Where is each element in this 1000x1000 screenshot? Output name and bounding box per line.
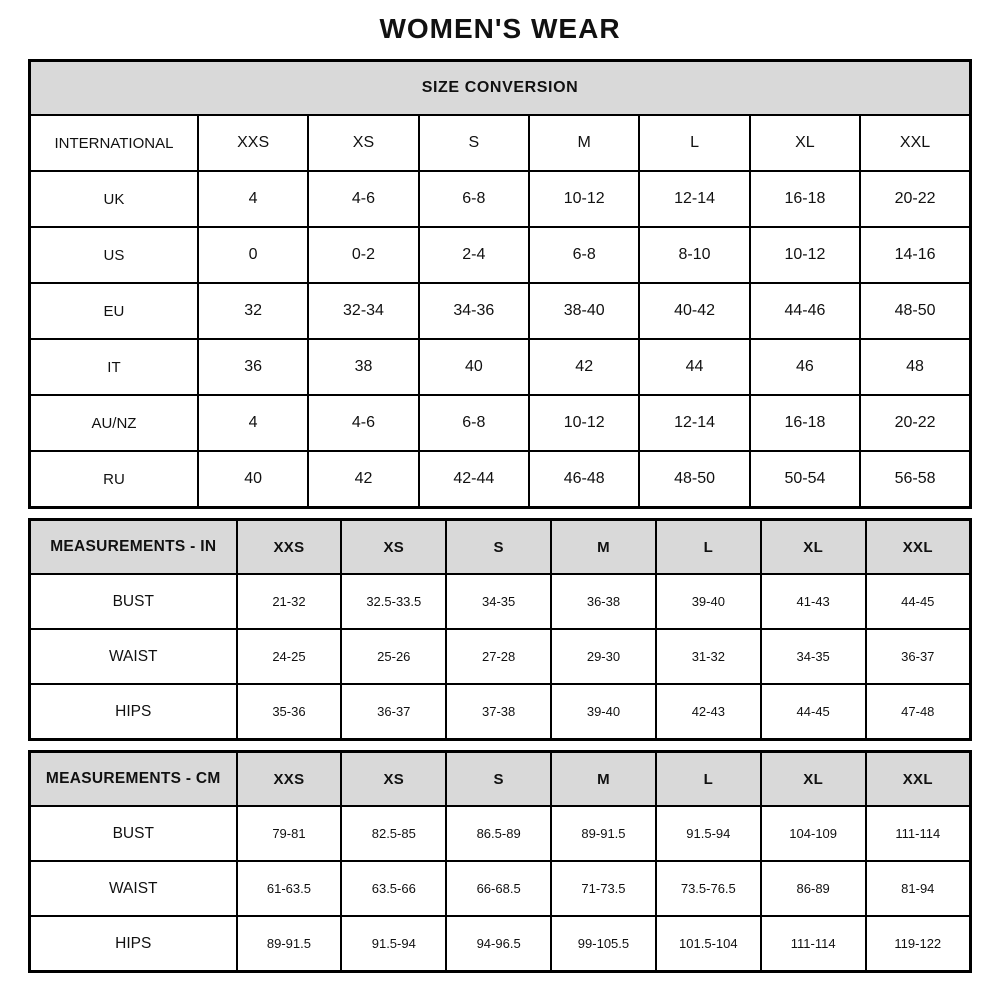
row-label-ru: RU (30, 451, 198, 508)
cell: 119-122 (866, 916, 971, 972)
cell: 14-16 (860, 227, 970, 283)
column-header-l: L (656, 752, 761, 807)
cell: 82.5-85 (341, 806, 446, 861)
cell: 40-42 (639, 283, 749, 339)
measurements-in-table (28, 518, 972, 741)
cell: 37-38 (446, 684, 551, 740)
cell: 16-18 (750, 171, 860, 227)
table-row-waist-in (30, 629, 971, 684)
cell: 32.5-33.5 (341, 574, 446, 629)
cell: 36-37 (866, 629, 971, 684)
column-header-international: INTERNATIONAL (30, 115, 198, 171)
cell: 46-48 (529, 451, 639, 508)
cell: 38 (308, 339, 418, 395)
column-header-xxs: XXS (237, 752, 342, 807)
cell: 32 (198, 283, 308, 339)
cell: 91.5-94 (341, 916, 446, 972)
column-header-xxs: XXS (198, 115, 308, 171)
cell: 86-89 (761, 861, 866, 916)
measurements-cm-title: MEASUREMENTS - CM (30, 752, 237, 807)
cell: 10-12 (529, 171, 639, 227)
page-title: WOMEN'S WEAR (379, 13, 621, 44)
cell: 91.5-94 (656, 806, 761, 861)
cell: 35-36 (237, 684, 342, 740)
cell: 10-12 (750, 227, 860, 283)
cell: 4-6 (308, 395, 418, 451)
column-header-xs: XS (308, 115, 418, 171)
cell: 29-30 (551, 629, 656, 684)
column-header-xl: XL (761, 520, 866, 575)
table-row-hips-cm (30, 916, 971, 972)
row-label-eu: EU (30, 283, 198, 339)
column-header-l: L (656, 520, 761, 575)
cell: 42-44 (419, 451, 529, 508)
cell: 6-8 (419, 395, 529, 451)
cell: 42 (308, 451, 418, 508)
column-header-l: L (639, 115, 749, 171)
cell: 36-38 (551, 574, 656, 629)
cell: 25-26 (341, 629, 446, 684)
cell: 6-8 (419, 171, 529, 227)
cell: 48-50 (639, 451, 749, 508)
cell: 66-68.5 (446, 861, 551, 916)
cell: 81-94 (866, 861, 971, 916)
cell: 44-45 (761, 684, 866, 740)
table-row-uk (30, 171, 971, 227)
cell: 20-22 (860, 171, 970, 227)
size-conversion-table (28, 59, 972, 509)
column-header-xs: XS (341, 520, 446, 575)
column-header-xxs: XXS (237, 520, 342, 575)
cell: 50-54 (750, 451, 860, 508)
table-row-eu (30, 283, 971, 339)
cell: 39-40 (656, 574, 761, 629)
cell: 40 (198, 451, 308, 508)
row-label-bust: BUST (30, 574, 237, 629)
column-header-s: S (446, 752, 551, 807)
row-label-waist: WAIST (30, 861, 237, 916)
cell: 16-18 (750, 395, 860, 451)
cell: 31-32 (656, 629, 761, 684)
cell: 34-35 (446, 574, 551, 629)
column-header-row (30, 115, 971, 171)
row-label-aunz: AU/NZ (30, 395, 198, 451)
cell: 32-34 (308, 283, 418, 339)
column-header-m: M (551, 752, 656, 807)
column-header-m: M (551, 520, 656, 575)
cell: 4 (198, 395, 308, 451)
table-row-ru (30, 451, 971, 508)
size-conversion-title: SIZE CONVERSION (30, 61, 971, 116)
cell: 44 (639, 339, 749, 395)
table-row-aunz (30, 395, 971, 451)
cell: 36-37 (341, 684, 446, 740)
cell: 101.5-104 (656, 916, 761, 972)
table-row-bust-in (30, 574, 971, 629)
cell: 34-35 (761, 629, 866, 684)
cell: 42 (529, 339, 639, 395)
column-header-xl: XL (750, 115, 860, 171)
cell: 48-50 (860, 283, 970, 339)
cell: 39-40 (551, 684, 656, 740)
cell: 41-43 (761, 574, 866, 629)
table-row-us (30, 227, 971, 283)
cell: 24-25 (237, 629, 342, 684)
cell: 86.5-89 (446, 806, 551, 861)
measurements-cm-header-row (30, 752, 971, 807)
cell: 111-114 (761, 916, 866, 972)
table-row-it (30, 339, 971, 395)
row-label-us: US (30, 227, 198, 283)
cell: 94-96.5 (446, 916, 551, 972)
cell: 0 (198, 227, 308, 283)
cell: 111-114 (866, 806, 971, 861)
table-row-hips-in (30, 684, 971, 740)
cell: 42-43 (656, 684, 761, 740)
cell: 61-63.5 (237, 861, 342, 916)
cell: 21-32 (237, 574, 342, 629)
table-row-waist-cm (30, 861, 971, 916)
cell: 4-6 (308, 171, 418, 227)
column-header-xs: XS (341, 752, 446, 807)
cell: 34-36 (419, 283, 529, 339)
cell: 44-46 (750, 283, 860, 339)
measurements-in-title: MEASUREMENTS - IN (30, 520, 237, 575)
cell: 27-28 (446, 629, 551, 684)
measurements-in-header-row (30, 520, 971, 575)
cell: 89-91.5 (237, 916, 342, 972)
cell: 6-8 (529, 227, 639, 283)
cell: 48 (860, 339, 970, 395)
cell: 63.5-66 (341, 861, 446, 916)
column-header-xxl: XXL (866, 520, 971, 575)
row-label-uk: UK (30, 171, 198, 227)
cell: 38-40 (529, 283, 639, 339)
cell: 46 (750, 339, 860, 395)
cell: 104-109 (761, 806, 866, 861)
column-header-xl: XL (761, 752, 866, 807)
column-header-xxl: XXL (860, 115, 970, 171)
cell: 71-73.5 (551, 861, 656, 916)
table-row-bust-cm (30, 806, 971, 861)
cell: 73.5-76.5 (656, 861, 761, 916)
measurements-cm-table (28, 750, 972, 973)
cell: 12-14 (639, 395, 749, 451)
cell: 2-4 (419, 227, 529, 283)
cell: 4 (198, 171, 308, 227)
column-header-xxl: XXL (866, 752, 971, 807)
table-header-band-row (30, 61, 971, 116)
cell: 8-10 (639, 227, 749, 283)
column-header-s: S (446, 520, 551, 575)
cell: 89-91.5 (551, 806, 656, 861)
row-label-waist: WAIST (30, 629, 237, 684)
cell: 36 (198, 339, 308, 395)
cell: 10-12 (529, 395, 639, 451)
cell: 0-2 (308, 227, 418, 283)
cell: 40 (419, 339, 529, 395)
cell: 56-58 (860, 451, 970, 508)
column-header-m: M (529, 115, 639, 171)
row-label-bust: BUST (30, 806, 237, 861)
cell: 12-14 (639, 171, 749, 227)
column-header-s: S (419, 115, 529, 171)
cell: 20-22 (860, 395, 970, 451)
row-label-hips: HIPS (30, 684, 237, 740)
row-label-it: IT (30, 339, 198, 395)
cell: 47-48 (866, 684, 971, 740)
cell: 99-105.5 (551, 916, 656, 972)
row-label-hips: HIPS (30, 916, 237, 972)
cell: 79-81 (237, 806, 342, 861)
cell: 44-45 (866, 574, 971, 629)
